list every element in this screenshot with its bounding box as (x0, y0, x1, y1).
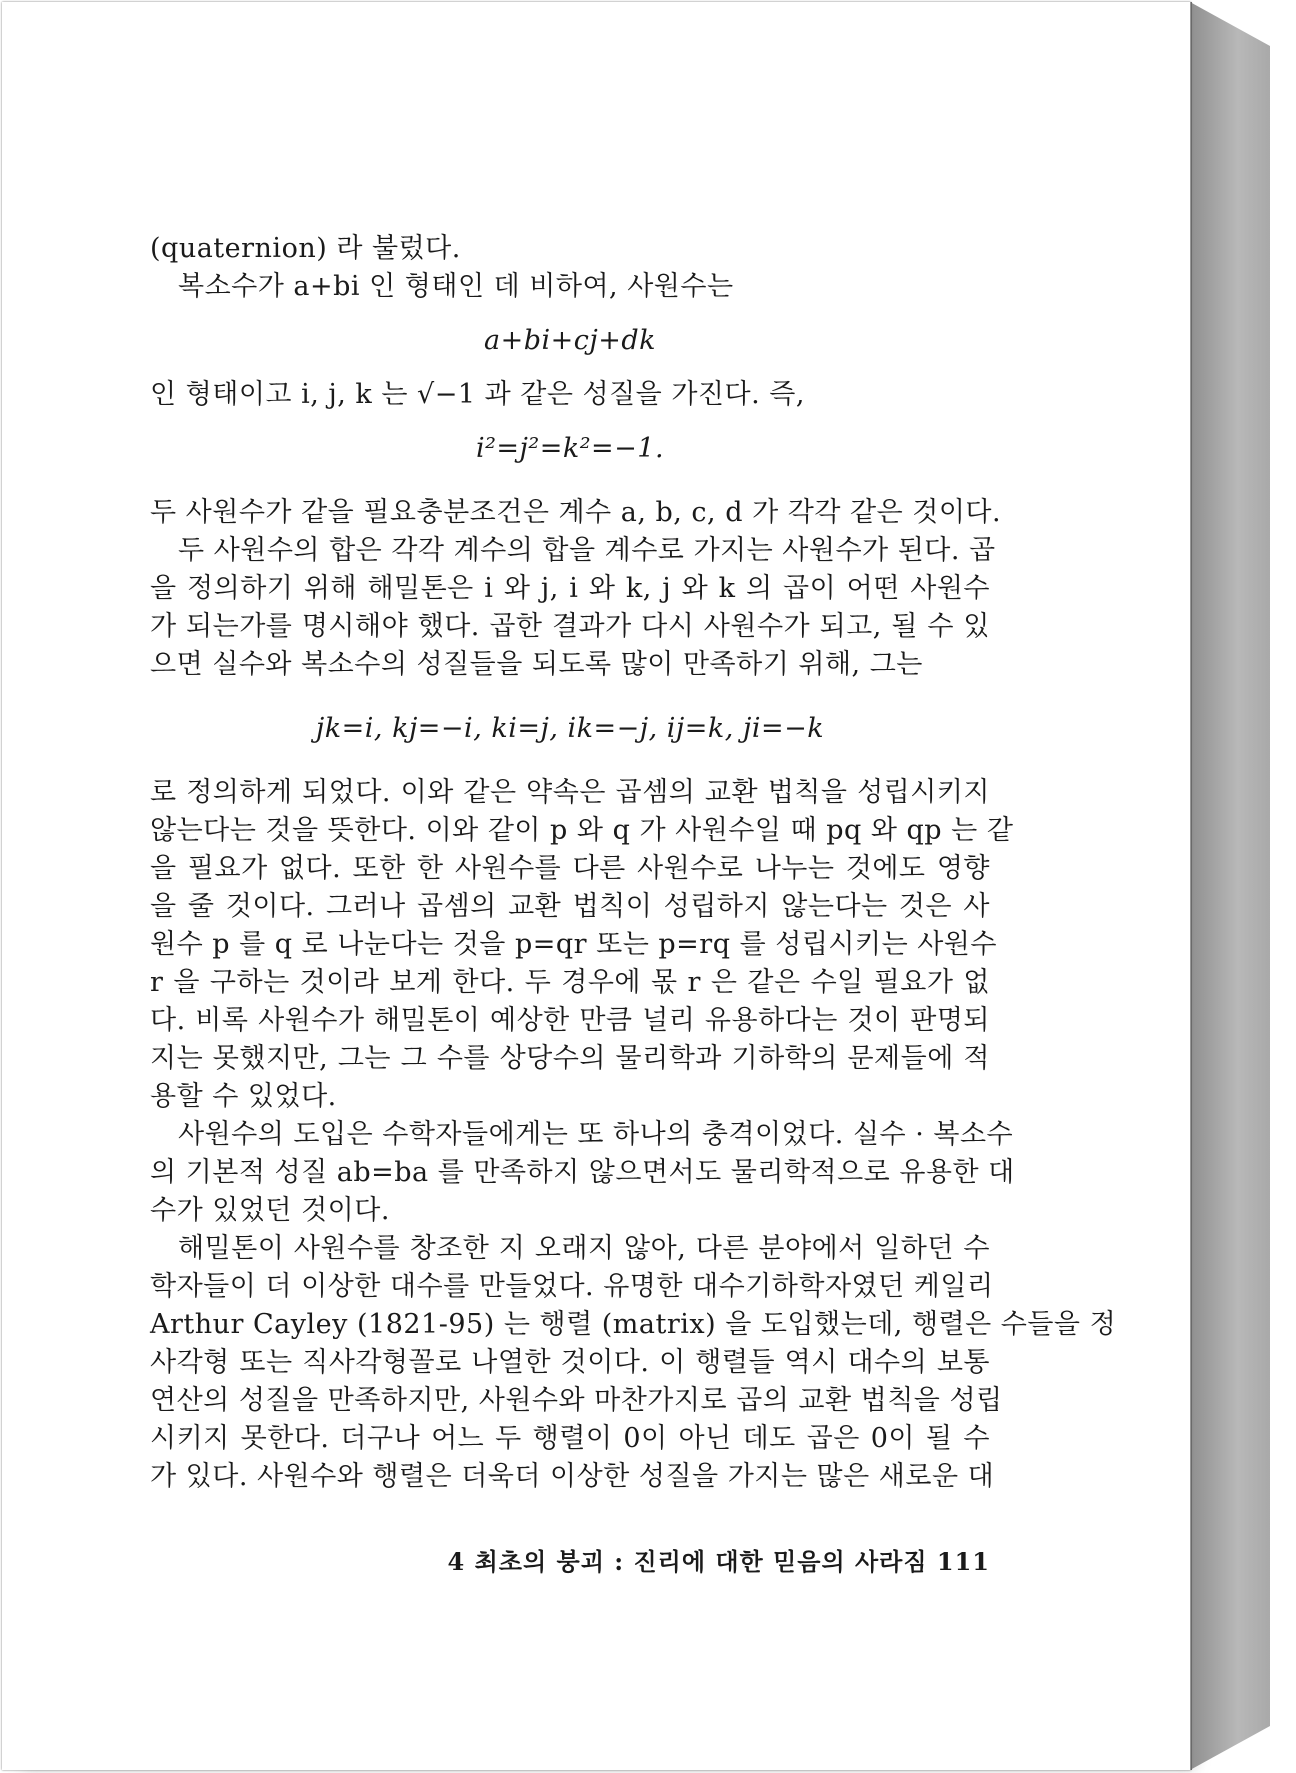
text-line: 해밀톤이 사원수를 창조한 지 오래지 않아, 다른 분야에서 일하던 수 (178, 1233, 990, 1264)
page-stack-edge (1190, 2, 1270, 1770)
text-line: 학자들이 더 이상한 대수를 만들었다. 유명한 대수기하학자였던 케일리 (150, 1271, 994, 1302)
text-line: 다. 비록 사원수가 해밀톤이 예상한 만큼 널리 유용하다는 것이 판명되 (150, 1005, 990, 1036)
text-line: 을 필요가 없다. 또한 한 사원수를 다른 사원수로 나누는 것에도 영향 (150, 853, 990, 884)
text-line: 가 있다. 사원수와 행렬은 더욱더 이상한 성질을 가지는 많은 새로운 대 (150, 1461, 995, 1492)
text-line: Arthur Cayley (1821-95) 는 행렬 (matrix) 을 도입했는데, 행렬은 수들을 정 (150, 1309, 1117, 1340)
text-line: 수가 있었던 것이다. (150, 1195, 390, 1226)
text-line: 으면 실수와 복소수의 성질들을 되도록 많이 만족하기 위해, 그는 (150, 649, 923, 680)
formula-products: jk=i, kj=−i, ki=j, ik=−j, ij=k, ji=−k (315, 713, 825, 744)
text-line: 시키지 못한다. 더구나 어느 두 행렬이 0이 아닌 데도 곱은 0이 될 수 (150, 1423, 990, 1454)
text-line: 원수 p 를 q 로 나눈다는 것을 p=qr 또는 p=rq 를 성립시키는 사원수 (150, 929, 997, 960)
text-line: 두 사원수의 합은 각각 계수의 합을 계수로 가지는 사원수가 된다. 곱 (178, 535, 996, 566)
body-text (150, 230, 1117, 1496)
text-line: 지는 못했지만, 그는 그 수를 상당수의 물리학과 기하학의 문제들에 적 (150, 1043, 990, 1074)
formula-quaternion: a+bi+cj+dk (483, 325, 657, 356)
text-line: 의 기본적 성질 ab=ba 를 만족하지 않으면서도 물리학적으로 유용한 대 (150, 1157, 1015, 1188)
text-line: 두 사원수가 같을 필요충분조건은 계수 a, b, c, d 가 각각 같은 것이다. (150, 497, 1002, 528)
text-line: 용할 수 있었다. (150, 1081, 337, 1112)
text-line: 않는다는 것을 뜻한다. 이와 같이 p 와 q 가 사원수일 때 pq 와 qp 는 같 (150, 815, 1014, 846)
text-line: 사원수의 도입은 수학자들에게는 또 하나의 충격이었다. 실수 · 복소수 (178, 1119, 1014, 1150)
text-line: 가 되는가를 명시해야 했다. 곱한 결과가 다시 사원수가 되고, 될 수 있 (150, 611, 990, 642)
book-page (2, 2, 1191, 1770)
text-line: 연산의 성질을 만족하지만, 사원수와 마찬가지로 곱의 교환 법칙을 성립 (150, 1385, 1003, 1416)
text-line: 로 정의하게 되었다. 이와 같은 약속은 곱셈의 교환 법칙을 성립시키지 (150, 777, 990, 808)
text-line: r 을 구하는 것이라 보게 한다. 두 경우에 몫 r 은 같은 수일 필요가 없 (150, 967, 990, 998)
text-line: 인 형태이고 i, j, k 는 √−1 과 같은 성질을 가진다. 즉, (150, 379, 805, 410)
text-line: 사각형 또는 직사각형꼴로 나열한 것이다. 이 행렬들 역시 대수의 보통 (150, 1347, 990, 1378)
text-line: 을 정의하기 위해 해밀톤은 i 와 j, i 와 k, j 와 k 의 곱이 어떤 사원수 (150, 573, 990, 604)
text-line: (quaternion) 라 불렀다. (150, 233, 461, 264)
text-line: 복소수가 a+bi 인 형태인 데 비하여, 사원수는 (178, 271, 734, 302)
formula-units: i²=j²=k²=−1. (475, 433, 665, 464)
running-footer: 4 최초의 붕괴 : 진리에 대한 믿음의 사라짐 111 (447, 1547, 990, 1576)
text-line: 을 줄 것이다. 그러나 곱셈의 교환 법칙이 성립하지 않는다는 것은 사 (150, 891, 990, 922)
